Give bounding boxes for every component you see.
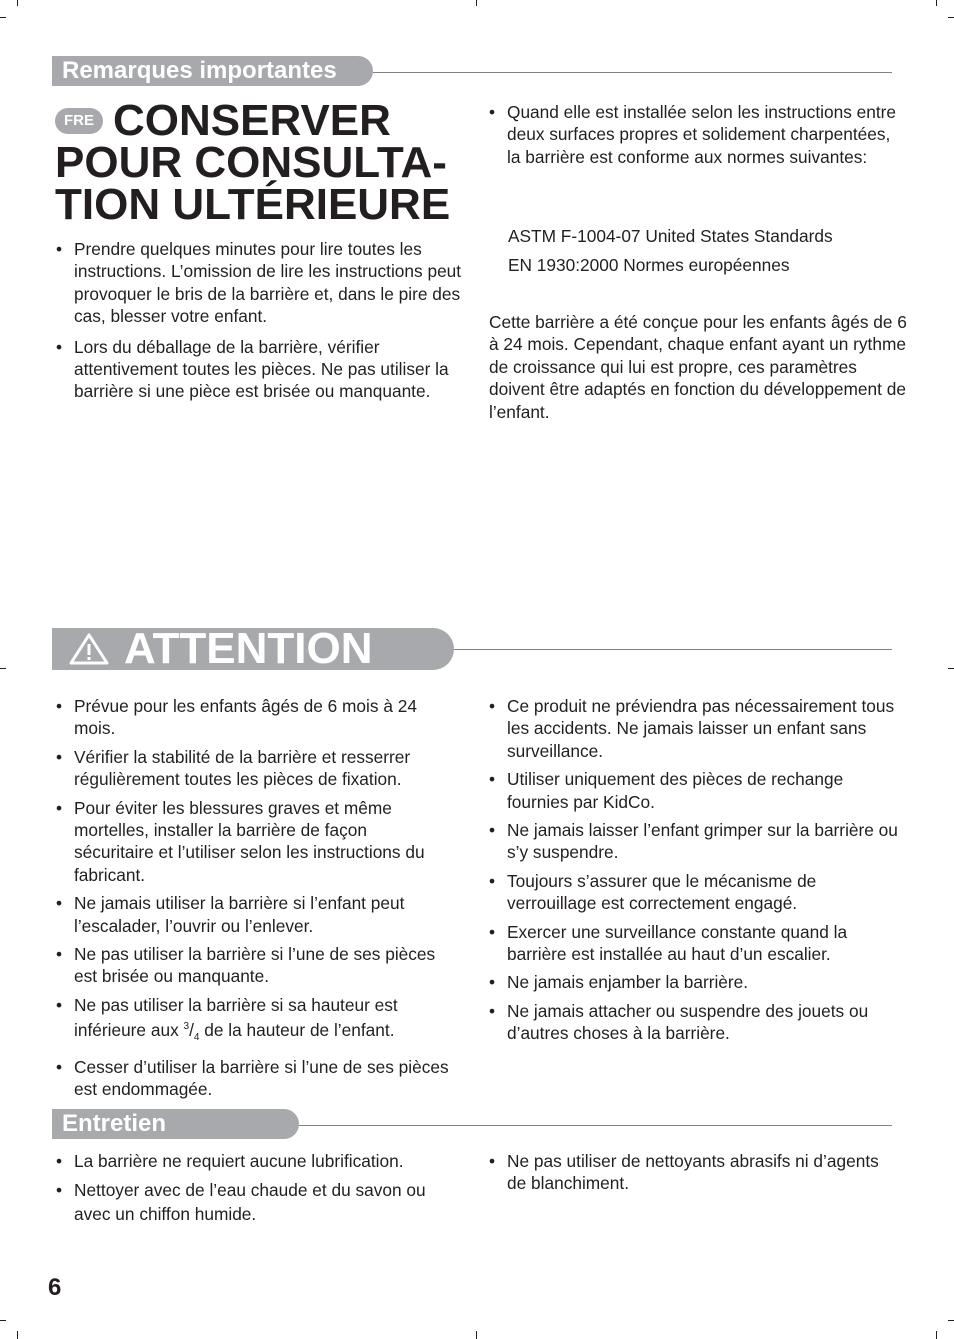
- crop-mark: [948, 668, 954, 669]
- intro-right-column: [489, 101, 901, 174]
- crop-mark: [936, 0, 937, 6]
- crop-mark: [17, 1331, 18, 1339]
- list-item: • Ce produit ne préviendra pas nécessairement tous les accidents. Ne jamais laisser un enfant sans surveillance.: [489, 695, 907, 762]
- list-item: • Prévue pour les enfants âgés de 6 mois à 24 mois.: [56, 695, 450, 740]
- list-item: • Cesser d’utiliser la barrière si l’une de ses pièces est endommagée.: [56, 1056, 450, 1101]
- entretien-left-column: [56, 1150, 450, 1232]
- standard-line: ASTM F-1004-07 United States Standards: [508, 226, 833, 246]
- list-item: • Ne pas utiliser la barrière si sa hauteur est inférieure aux $^3/_4$ de la hauteur de l’enfant.: [56, 994, 450, 1050]
- crop-mark: [936, 1331, 937, 1339]
- attention-right-column: [489, 695, 907, 1051]
- crop-mark: [476, 0, 477, 6]
- page-number: 6: [48, 1274, 62, 1301]
- attention-left-column: [56, 695, 450, 1107]
- section-rule: [299, 1125, 892, 1126]
- list-item: • Ne pas utiliser la barrière si l’une de ses pièces est brisée ou manquante.: [56, 943, 450, 988]
- list-item: • Ne jamais laisser l’enfant grimper sur la barrière ou s’y suspendre.: [489, 819, 907, 864]
- title-line: POUR CONSULTA-: [55, 138, 447, 187]
- attention-header: [52, 624, 454, 673]
- age-paragraph: Cette barrière a été conçue pour les enfants âgés de 6 à 24 mois. Cependant, chaque enfant ayant un rythme de croissance qui lui est propre, ces paramètres doivent être adaptés en fonction du développement de l’enfant.: [489, 312, 907, 422]
- page-title: [55, 96, 451, 229]
- list-item: • Vérifier la stabilité de la barrière et resserrer régulièrement toutes les pièces de fixation.: [56, 746, 450, 791]
- crop-mark: [0, 668, 6, 669]
- warning-icon: [68, 632, 110, 666]
- section-label: Entretien: [62, 1110, 167, 1137]
- attention-title: ATTENTION: [124, 624, 373, 673]
- list-item: • Exercer une surveillance constante quand la barrière est installée au haut d’un escalier.: [489, 921, 907, 966]
- list-item: • Lors du déballage de la barrière, vérifier attentivement toutes les pièces. Ne pas utiliser la barrière si une pièce est brisée ou manquante.: [56, 336, 474, 403]
- list-item: • Toujours s’assurer que le mécanisme de verrouillage est correctement engagé.: [489, 870, 907, 915]
- intro-left-column: [56, 238, 474, 409]
- standard-line: EN 1930:2000 Normes européennes: [508, 255, 790, 275]
- crop-mark: [948, 1320, 954, 1321]
- list-item: • La barrière ne requiert aucune lubrification.: [56, 1150, 450, 1172]
- list-item: • Ne pas utiliser de nettoyants abrasifs ni d’agents de blanchiment.: [489, 1150, 883, 1195]
- section-rule: [373, 72, 892, 73]
- section-label: Remarques importantes: [62, 57, 337, 84]
- title-line: TION ULTÉRIEURE: [55, 180, 451, 229]
- crop-mark: [476, 1331, 477, 1339]
- crop-mark: [17, 0, 18, 6]
- list-item: • Ne jamais attacher ou suspendre des jouets ou d’autres choses à la barrière.: [489, 1000, 907, 1045]
- language-badge: FRE: [55, 108, 103, 134]
- crop-mark: [0, 17, 6, 18]
- list-item: • Prendre quelques minutes pour lire toutes les instructions. L’omission de lire les instructions peut provoquer le bris de la barrière et, dans le pire des cas, blesser votre enfant.: [56, 238, 474, 328]
- list-item: • Utiliser uniquement des pièces de rechange fournies par KidCo.: [489, 768, 907, 813]
- title-line: CONSERVER: [113, 96, 391, 145]
- crop-mark: [0, 1320, 6, 1321]
- section-rule: [454, 649, 892, 650]
- list-item: • Pour éviter les blessures graves et même mortelles, installer la barrière de façon sécuritaire et l’utiliser selon les instructions du fabricant.: [56, 797, 450, 887]
- entretien-right-column: [489, 1150, 883, 1201]
- crop-mark: [948, 17, 954, 18]
- list-item: • Ne jamais enjamber la barrière.: [489, 971, 907, 993]
- list-item: • Nettoyer avec de l’eau chaude et du savon ou avec un chiffon humide.: [56, 1178, 450, 1226]
- list-item: • Quand elle est installée selon les instructions entre deux surfaces propres et solidement charpentées, la barrière est conforme aux normes suivantes:: [489, 101, 901, 168]
- section-header-remarques: [52, 56, 373, 86]
- section-header-entretien: [52, 1109, 299, 1139]
- list-item: • Ne jamais utiliser la barrière si l’enfant peut l’escalader, l’ouvrir ou l’enlever.: [56, 892, 450, 937]
